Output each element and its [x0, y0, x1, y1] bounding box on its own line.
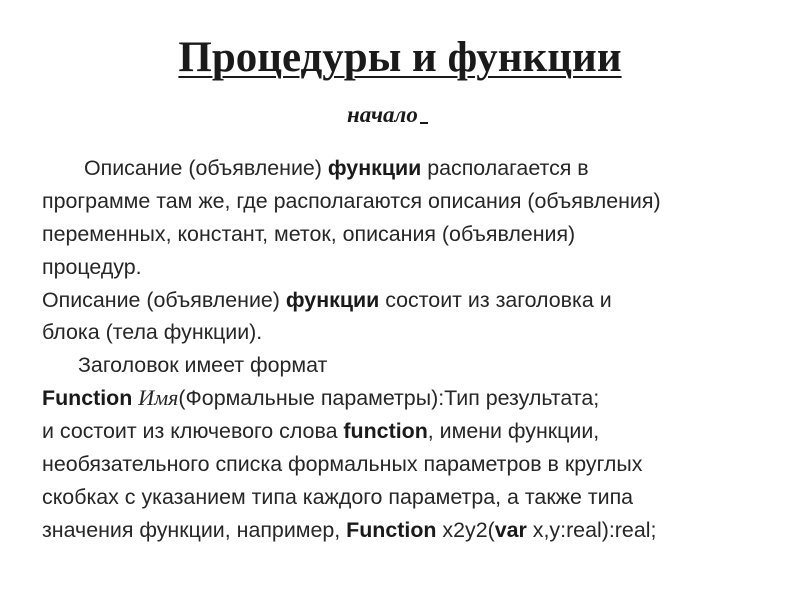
keyword-function: function [343, 419, 428, 444]
text-run: (Формальные параметры):Тип результата; [178, 386, 600, 411]
keyword-function: функции [327, 156, 422, 180]
text-run: переменных, констант, меток, описания (объявления) [42, 221, 576, 246]
text-run: x2y2( [436, 517, 495, 542]
text-run: значения функции, например, [42, 517, 347, 542]
body-line [42, 316, 782, 349]
body-line [42, 514, 782, 547]
text-run: необязательного списка формальных параметров в круглых [42, 452, 643, 477]
body-line [42, 185, 782, 218]
text-run: процедур. [42, 254, 142, 279]
keyword-function: Function [42, 386, 133, 411]
text-run: состоит из заголовка и [379, 287, 612, 312]
body-line [42, 415, 782, 448]
subtitle-text: начало [347, 102, 418, 127]
text-run: располагается в [421, 156, 589, 180]
body-line [42, 382, 782, 415]
body-line [42, 448, 782, 481]
body-line [42, 481, 782, 514]
body-line [42, 251, 782, 284]
text-run: блока (тела функции). [42, 320, 263, 345]
body-line [42, 152, 782, 185]
slide-body [42, 152, 782, 547]
keyword-function: Function [346, 517, 437, 542]
body-line [42, 349, 782, 382]
text-run: программе там же, где располагаются описания (объявления) [42, 188, 661, 213]
slide-title: Процедуры и функции [178, 34, 622, 81]
body-line [42, 284, 782, 317]
text-run: , имени функции, [427, 419, 600, 444]
name-placeholder: Имя [138, 385, 179, 411]
subtitle-underline-mark [420, 100, 428, 124]
text-run: Описание (объявление) [42, 287, 286, 312]
keyword-function: функции [285, 287, 380, 312]
text-run: Описание (объявление) [84, 156, 328, 180]
text-run: скобках с указанием типа каждого параметра, а также типа [42, 484, 634, 509]
slide-subtitle [347, 100, 428, 130]
keyword-var: var [494, 517, 527, 542]
body-line [42, 218, 782, 251]
text-run: Заголовок имеет формат [78, 353, 328, 378]
text-run: и состоит из ключевого слова [42, 419, 344, 444]
text-run: x,y:real):real; [526, 517, 657, 542]
